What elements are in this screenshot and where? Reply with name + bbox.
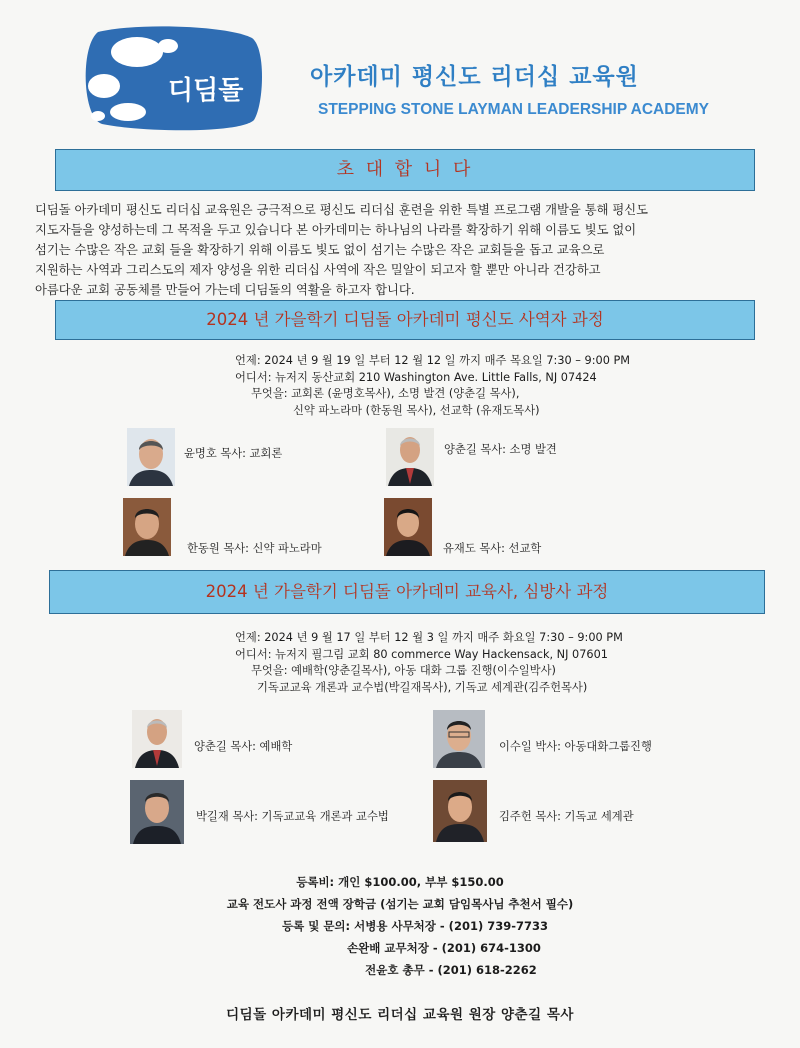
instructor-name: 윤명호 목사: 교회론 <box>184 447 283 460</box>
instructor-portrait <box>130 780 184 844</box>
invitation-line: 섬기는 수많은 작은 교회 들을 확장하기 위해 이름도 빛도 없이 섬기는 수많은 작은 교회들을 돕고 교육으로 <box>35 243 605 257</box>
instructor-portrait <box>132 710 182 768</box>
course1-what: 무엇을: 교회론 (윤명호목사), 소명 발견 (양춘길 목사), <box>251 387 520 400</box>
course2-when: 언제: 2024 년 9 월 17 일 부터 12 월 3 일 까지 매주 화요일 7:30 – 9:00 PM <box>235 631 623 644</box>
instructor-portrait <box>127 428 175 486</box>
instructor-name: 김주헌 목사: 기독교 세계관 <box>499 810 634 823</box>
invitation-banner: 초 대 합 니 다 <box>55 149 755 191</box>
stepping-stone-logo <box>80 24 265 134</box>
contact-line: 손완배 교무처장 - (201) 674-1300 <box>347 941 541 955</box>
instructor-name: 이수일 박사: 아동대화그룹진행 <box>499 740 652 753</box>
invitation-text <box>35 200 775 300</box>
instructor-name: 양춘길 목사: 예배학 <box>194 740 293 753</box>
academy-subtitle: STEPPING STONE LAYMAN LEADERSHIP ACADEMY <box>318 101 710 118</box>
course2-banner: 2024 년 가을학기 디딤돌 아카데미 교육사, 심방사 과정 <box>49 570 765 614</box>
course1-banner: 2024 년 가을학기 디딤돌 아카데미 평신도 사역자 과정 <box>55 300 755 340</box>
instructor-name: 유재도 목사: 선교학 <box>443 542 542 555</box>
scholarship-note: 교육 전도사 과정 전액 장학금 (섬기는 교회 담임목사님 추천서 필수) <box>226 897 574 911</box>
instructor-name: 양춘길 목사: 소명 발견 <box>444 443 557 456</box>
course2-what: 무엇을: 예배학(양춘길목사), 아동 대화 그룹 진행(이수일박사) <box>251 664 556 677</box>
invitation-line: 지도자들을 양성하는데 그 목적을 두고 있습니다 본 아카데미는 하나님의 나라를 확장하기 위해 이름도 빛도 없이 <box>35 223 637 237</box>
course1-when: 언제: 2024 년 9 월 19 일 부터 12 월 12 일 까지 매주 목요일 7:30 – 9:00 PM <box>235 354 631 367</box>
instructor-portrait <box>384 498 432 556</box>
course1-what-cont: 신약 파노라마 (한동원 목사), 선교학 (유재도목사) <box>293 403 540 417</box>
course2-details <box>235 630 623 696</box>
course1-where: 어디서: 뉴저지 동산교회 210 Washington Ave. Little Falls, NJ 07424 <box>235 370 597 384</box>
academy-title: 아카데미 평신도 리더십 교육원 <box>310 64 639 90</box>
contact-line: 전윤호 총무 - (201) 618-2262 <box>365 963 537 977</box>
instructor-portrait <box>433 710 485 768</box>
contact-line: 등록 및 문의: 서병용 사무처장 - (201) 739-7733 <box>281 919 548 933</box>
course1-details <box>235 353 630 419</box>
invitation-line: 아름다운 교회 공동체를 만들어 가는데 디딤돌의 역활을 하고자 합니다. <box>35 283 415 297</box>
invitation-line: 지원하는 사역과 그리스도의 제자 양성을 위한 리더십 사역에 작은 밀알이 되고자 할 뿐만 아니라 건강하고 <box>35 263 601 277</box>
course2-what-cont: 기독교교육 개론과 교수법(박길재목사), 기독교 세계관(김주헌목사) <box>257 680 588 694</box>
instructor-name: 한동원 목사: 신약 파노라마 <box>187 542 322 555</box>
course2-where: 어디서: 뉴저지 필그림 교회 80 commerce Way Hackensack, NJ 07601 <box>235 647 608 661</box>
instructor-portrait <box>386 428 434 486</box>
logo-text: 디딤돌 <box>168 76 244 106</box>
registration-fee: 등록비: 개인 $100.00, 부부 $150.00 <box>296 875 504 889</box>
instructor-name: 박길재 목사: 기독교교육 개론과 교수법 <box>196 810 389 823</box>
invitation-line: 디딤돌 아카데미 평신도 리더십 교육원은 긍극적으로 평신도 리더십 훈련을 위한 특별 프로그램 개발을 통해 평신도 <box>35 203 649 217</box>
instructor-portrait <box>433 780 487 842</box>
director-signature-line: 디딤돌 아카데미 평신도 리더십 교육원 원장 양춘길 목사 <box>226 1007 574 1023</box>
instructor-portrait <box>123 498 171 556</box>
